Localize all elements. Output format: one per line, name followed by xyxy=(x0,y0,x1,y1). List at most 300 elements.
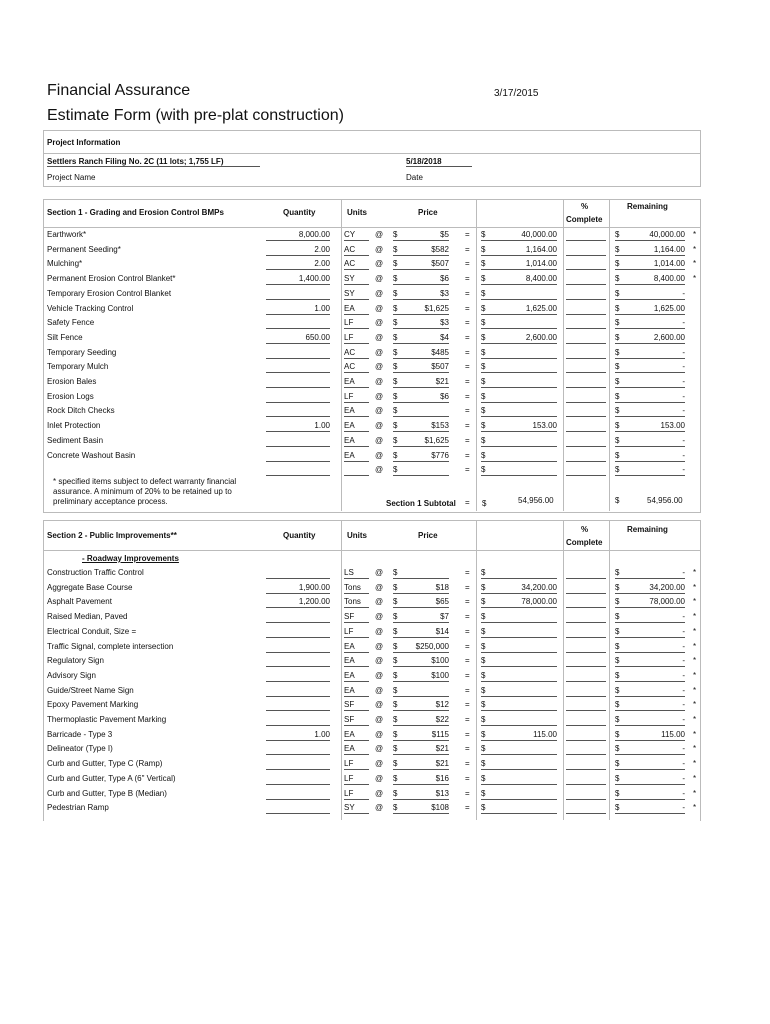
equals-symbol: = xyxy=(465,744,470,754)
remaining-field: - xyxy=(615,348,685,359)
section2-row xyxy=(43,595,700,610)
price-dollar: $ xyxy=(393,465,398,475)
item-label: Curb and Gutter, Type B (Median) xyxy=(47,788,167,798)
total-field xyxy=(481,289,557,300)
unit-field[interactable]: AC xyxy=(344,259,369,270)
quantity-field[interactable]: 1,900.00 xyxy=(266,583,330,594)
section1-col-pct: % xyxy=(581,202,589,211)
unit-field[interactable]: CY xyxy=(344,230,369,241)
item-label: Permanent Seeding* xyxy=(47,244,121,254)
remaining-dollar: $ xyxy=(615,626,620,636)
at-symbol: @ xyxy=(375,626,384,636)
equals-symbol: = xyxy=(465,465,470,475)
item-label: Aggregate Base Course xyxy=(47,582,133,592)
unit-field[interactable]: Tons xyxy=(344,583,369,594)
unit-field[interactable]: EA xyxy=(344,304,369,315)
unit-field[interactable]: LF xyxy=(344,318,369,329)
at-symbol: @ xyxy=(375,421,384,431)
pct-complete-field[interactable] xyxy=(566,465,606,476)
unit-field[interactable]: SY xyxy=(344,274,369,285)
section2-row xyxy=(43,610,700,625)
quantity-field[interactable] xyxy=(266,671,330,682)
section2-subhead: - Roadway Improvements xyxy=(82,554,179,563)
section2-col-quantity: Quantity xyxy=(283,531,316,540)
remaining-field: 153.00 xyxy=(615,421,685,432)
at-symbol: @ xyxy=(375,715,384,724)
at-symbol: @ xyxy=(375,597,384,607)
quantity-field[interactable] xyxy=(266,289,330,300)
equals-symbol: = xyxy=(465,391,470,401)
total-dollar: $ xyxy=(481,347,486,357)
price-field[interactable]: $100 xyxy=(393,671,449,682)
section1-row xyxy=(43,257,700,272)
remaining-field: 78,000.00 xyxy=(615,597,685,608)
price-field[interactable]: $6 xyxy=(393,392,449,403)
unit-field[interactable]: EA xyxy=(344,744,369,755)
price-field[interactable]: $22 xyxy=(393,715,449,726)
total-dollar: $ xyxy=(481,318,486,328)
total-dollar: $ xyxy=(481,406,486,416)
price-field[interactable]: $108 xyxy=(393,803,449,814)
item-label: Regulatory Sign xyxy=(47,656,104,666)
at-symbol: @ xyxy=(375,406,384,416)
pct-complete-field[interactable] xyxy=(566,421,606,432)
at-symbol: @ xyxy=(375,362,384,372)
pct-complete-field[interactable] xyxy=(566,333,606,344)
price-field[interactable]: $5 xyxy=(393,230,449,241)
at-symbol: @ xyxy=(375,274,384,284)
unit-field[interactable]: SY xyxy=(344,803,369,814)
quantity-field[interactable]: 650.00 xyxy=(266,333,330,344)
total-dollar: $ xyxy=(481,230,486,239)
total-dollar: $ xyxy=(481,377,486,386)
total-dollar: $ xyxy=(481,759,486,769)
price-field[interactable]: $65 xyxy=(393,597,449,608)
total-field xyxy=(481,392,557,403)
price-dollar: $ xyxy=(393,259,398,269)
total-field: 1,625.00 xyxy=(481,304,557,315)
warranty-star: * xyxy=(693,612,697,622)
pct-complete-field[interactable] xyxy=(566,304,606,315)
quantity-field[interactable] xyxy=(266,568,330,579)
section2-title: Section 2 - Public Improvements** xyxy=(47,531,177,540)
remaining-dollar: $ xyxy=(615,377,620,386)
unit-field[interactable]: EA xyxy=(344,730,369,741)
section2-row xyxy=(43,581,700,596)
price-field[interactable]: $100 xyxy=(393,656,449,667)
unit-field[interactable]: LF xyxy=(344,333,369,344)
section1-row xyxy=(43,375,700,390)
equals-symbol: = xyxy=(465,450,470,460)
unit-field[interactable]: EA xyxy=(344,686,369,697)
price-dollar: $ xyxy=(393,332,398,342)
at-symbol: @ xyxy=(375,288,384,298)
item-label: Temporary Mulch xyxy=(47,362,109,372)
total-field: 1,014.00 xyxy=(481,259,557,270)
remaining-dollar: $ xyxy=(615,744,620,754)
section1-row xyxy=(43,360,700,375)
total-dollar: $ xyxy=(481,274,486,284)
section1-subtotal-rem-dollar: $ xyxy=(615,496,620,505)
section1-row xyxy=(43,434,700,449)
unit-field[interactable]: LF xyxy=(344,789,369,800)
total-dollar: $ xyxy=(481,670,486,680)
remaining-field: - xyxy=(615,612,685,623)
pct-complete-field[interactable] xyxy=(566,700,606,711)
unit-field[interactable]: LF xyxy=(344,774,369,785)
unit-field[interactable]: SF xyxy=(344,715,369,726)
section1-col-quantity: Quantity xyxy=(283,208,316,217)
total-field xyxy=(481,656,557,667)
at-symbol: @ xyxy=(375,803,384,813)
quantity-field[interactable] xyxy=(266,642,330,653)
quantity-field[interactable] xyxy=(266,318,330,329)
pct-complete-field[interactable] xyxy=(566,744,606,755)
unit-field[interactable]: LF xyxy=(344,627,369,638)
remaining-field: - xyxy=(615,686,685,697)
item-label: Erosion Logs xyxy=(47,391,94,401)
price-dollar: $ xyxy=(393,582,398,592)
price-dollar: $ xyxy=(393,406,398,416)
remaining-dollar: $ xyxy=(615,244,620,254)
section1-col-complete: Complete xyxy=(566,215,603,224)
pct-complete-field[interactable] xyxy=(566,642,606,653)
price-dollar: $ xyxy=(393,685,398,695)
equals-symbol: = xyxy=(465,626,470,636)
total-field xyxy=(481,789,557,800)
remaining-field: - xyxy=(615,627,685,638)
remaining-dollar: $ xyxy=(615,773,620,783)
price-dollar: $ xyxy=(393,274,398,284)
unit-field[interactable]: SY xyxy=(344,289,369,300)
total-dollar: $ xyxy=(481,244,486,254)
quantity-field[interactable]: 1,200.00 xyxy=(266,597,330,608)
unit-field[interactable]: EA xyxy=(344,451,369,462)
pct-complete-field[interactable] xyxy=(566,568,606,579)
form-subtitle: Estimate Form (with pre-plat construction) xyxy=(47,107,344,124)
pct-complete-field[interactable] xyxy=(566,583,606,594)
total-field: 8,400.00 xyxy=(481,274,557,285)
total-dollar: $ xyxy=(481,744,486,754)
remaining-dollar: $ xyxy=(615,406,620,416)
unit-field[interactable]: LS xyxy=(344,568,369,579)
total-field xyxy=(481,627,557,638)
total-field: 40,000.00 xyxy=(481,230,557,241)
price-field[interactable]: $18 xyxy=(393,583,449,594)
price-field[interactable] xyxy=(393,568,449,579)
quantity-field[interactable] xyxy=(266,465,330,476)
price-field[interactable]: $582 xyxy=(393,245,449,256)
remaining-field: - xyxy=(615,377,685,388)
item-label: Guide/Street Name Sign xyxy=(47,685,134,695)
total-dollar: $ xyxy=(481,700,486,710)
price-field[interactable]: $153 xyxy=(393,421,449,432)
remaining-dollar: $ xyxy=(615,759,620,769)
quantity-field[interactable] xyxy=(266,744,330,755)
quantity-field[interactable] xyxy=(266,612,330,623)
pct-complete-field[interactable] xyxy=(566,377,606,388)
remaining-field: - xyxy=(615,715,685,726)
item-label: Raised Median, Paved xyxy=(47,612,128,622)
total-field xyxy=(481,715,557,726)
equals-symbol: = xyxy=(465,244,470,254)
unit-field[interactable]: EA xyxy=(344,436,369,447)
total-field xyxy=(481,612,557,623)
remaining-dollar: $ xyxy=(615,670,620,680)
quantity-field[interactable]: 8,000.00 xyxy=(266,230,330,241)
section2-col-remaining: Remaining xyxy=(627,525,668,534)
price-field[interactable]: $3 xyxy=(393,318,449,329)
quantity-field[interactable]: 1.00 xyxy=(266,730,330,741)
pct-complete-field[interactable] xyxy=(566,245,606,256)
item-label: Mulching* xyxy=(47,259,83,269)
pct-complete-field[interactable] xyxy=(566,715,606,726)
pct-complete-field[interactable] xyxy=(566,730,606,741)
pct-complete-field[interactable] xyxy=(566,597,606,608)
pct-complete-field[interactable] xyxy=(566,362,606,373)
price-field[interactable]: $6 xyxy=(393,274,449,285)
equals-symbol: = xyxy=(465,612,470,622)
quantity-field[interactable]: 1.00 xyxy=(266,304,330,315)
quantity-field[interactable]: 2.00 xyxy=(266,245,330,256)
unit-field[interactable]: LF xyxy=(344,759,369,770)
section1-row xyxy=(43,346,700,361)
pct-complete-field[interactable] xyxy=(566,392,606,403)
quantity-field[interactable] xyxy=(266,362,330,373)
pct-complete-field[interactable] xyxy=(566,656,606,667)
remaining-field: - xyxy=(615,406,685,417)
price-field[interactable]: $3 xyxy=(393,289,449,300)
pct-complete-field[interactable] xyxy=(566,774,606,785)
unit-field[interactable]: AC xyxy=(344,348,369,359)
warranty-star: * xyxy=(693,715,697,724)
remaining-dollar: $ xyxy=(615,729,620,739)
price-field[interactable] xyxy=(393,406,449,417)
pct-complete-field[interactable] xyxy=(566,803,606,814)
unit-field[interactable] xyxy=(344,465,369,476)
quantity-field[interactable] xyxy=(266,774,330,785)
pct-complete-field[interactable] xyxy=(566,259,606,270)
quantity-field[interactable] xyxy=(266,627,330,638)
unit-field[interactable]: EA xyxy=(344,656,369,667)
price-field[interactable]: $507 xyxy=(393,362,449,373)
unit-field[interactable]: Tons xyxy=(344,597,369,608)
quantity-field[interactable] xyxy=(266,700,330,711)
pct-complete-field[interactable] xyxy=(566,289,606,300)
remaining-field: - xyxy=(615,656,685,667)
equals-symbol: = xyxy=(465,303,470,313)
quantity-field[interactable] xyxy=(266,656,330,667)
price-field[interactable]: $1,625 xyxy=(393,436,449,447)
quantity-field[interactable] xyxy=(266,348,330,359)
pct-complete-field[interactable] xyxy=(566,451,606,462)
price-field[interactable]: $21 xyxy=(393,744,449,755)
price-field[interactable] xyxy=(393,686,449,697)
pct-complete-field[interactable] xyxy=(566,759,606,770)
price-dollar: $ xyxy=(393,612,398,622)
quantity-field[interactable] xyxy=(266,789,330,800)
item-label: Sediment Basin xyxy=(47,435,104,445)
pct-complete-field[interactable] xyxy=(566,318,606,329)
remaining-field: - xyxy=(615,744,685,755)
remaining-dollar: $ xyxy=(615,230,620,239)
remaining-dollar: $ xyxy=(615,788,620,798)
total-dollar: $ xyxy=(481,288,486,298)
total-dollar: $ xyxy=(481,362,486,372)
price-dollar: $ xyxy=(393,803,398,813)
form-date: 3/17/2015 xyxy=(494,88,539,99)
item-label: Concrete Washout Basin xyxy=(47,450,136,460)
quantity-field[interactable] xyxy=(266,406,330,417)
price-dollar: $ xyxy=(393,377,398,386)
equals-symbol: = xyxy=(465,641,470,651)
item-label: Silt Fence xyxy=(47,332,83,342)
at-symbol: @ xyxy=(375,700,384,710)
price-field[interactable]: $13 xyxy=(393,789,449,800)
section1-note: * specified items subject to defect warranty financial assurance. A minimum of 20% to be retained up to preliminary acceptance process. xyxy=(53,477,237,506)
project-name-value[interactable]: Settlers Ranch Filing No. 2C (11 lots; 1,755 LF) xyxy=(47,157,260,167)
unit-field[interactable]: EA xyxy=(344,377,369,388)
project-date-label: Date xyxy=(406,173,423,182)
remaining-field: - xyxy=(615,465,685,476)
price-field[interactable]: $7 xyxy=(393,612,449,623)
warranty-star: * xyxy=(693,803,697,813)
quantity-field[interactable] xyxy=(266,759,330,770)
price-field[interactable] xyxy=(393,465,449,476)
price-field[interactable]: $250,000 xyxy=(393,642,449,653)
at-symbol: @ xyxy=(375,377,384,386)
remaining-field: 34,200.00 xyxy=(615,583,685,594)
unit-field[interactable]: SF xyxy=(344,700,369,711)
price-field[interactable]: $16 xyxy=(393,774,449,785)
pct-complete-field[interactable] xyxy=(566,671,606,682)
at-symbol: @ xyxy=(375,582,384,592)
equals-symbol: = xyxy=(465,362,470,372)
unit-field[interactable]: EA xyxy=(344,406,369,417)
quantity-field[interactable] xyxy=(266,377,330,388)
pct-complete-field[interactable] xyxy=(566,686,606,697)
price-dollar: $ xyxy=(393,773,398,783)
at-symbol: @ xyxy=(375,685,384,695)
equals-symbol: = xyxy=(465,759,470,769)
total-field xyxy=(481,803,557,814)
item-label: Construction Traffic Control xyxy=(47,568,144,577)
pct-complete-field[interactable] xyxy=(566,274,606,285)
equals-symbol: = xyxy=(465,803,470,813)
section2-row xyxy=(43,698,700,713)
remaining-dollar: $ xyxy=(615,715,620,724)
warranty-star: * xyxy=(693,656,697,666)
pct-complete-field[interactable] xyxy=(566,789,606,800)
price-field[interactable]: $485 xyxy=(393,348,449,359)
section1-subtotal-dollar: $ xyxy=(482,499,487,508)
price-field[interactable]: $1,625 xyxy=(393,304,449,315)
total-field xyxy=(481,406,557,417)
price-field[interactable]: $21 xyxy=(393,759,449,770)
price-field[interactable]: $776 xyxy=(393,451,449,462)
remaining-dollar: $ xyxy=(615,700,620,710)
unit-field[interactable]: EA xyxy=(344,671,369,682)
remaining-dollar: $ xyxy=(615,597,620,607)
total-dollar: $ xyxy=(481,421,486,431)
total-field: 1,164.00 xyxy=(481,245,557,256)
price-field[interactable]: $12 xyxy=(393,700,449,711)
pct-complete-field[interactable] xyxy=(566,612,606,623)
section1-row xyxy=(43,419,700,434)
section1-row xyxy=(43,463,700,478)
unit-field[interactable]: AC xyxy=(344,245,369,256)
total-dollar: $ xyxy=(481,626,486,636)
equals-symbol: = xyxy=(465,729,470,739)
quantity-field[interactable]: 1,400.00 xyxy=(266,274,330,285)
total-field xyxy=(481,744,557,755)
remaining-dollar: $ xyxy=(615,685,620,695)
unit-field[interactable]: EA xyxy=(344,421,369,432)
equals-symbol: = xyxy=(465,568,470,577)
remaining-field: - xyxy=(615,289,685,300)
total-field xyxy=(481,318,557,329)
warranty-star: * xyxy=(693,568,697,577)
remaining-dollar: $ xyxy=(615,582,620,592)
unit-field[interactable]: LF xyxy=(344,392,369,403)
total-field: 78,000.00 xyxy=(481,597,557,608)
at-symbol: @ xyxy=(375,244,384,254)
quantity-field[interactable] xyxy=(266,686,330,697)
unit-field[interactable]: AC xyxy=(344,362,369,373)
price-dollar: $ xyxy=(393,700,398,710)
pct-complete-field[interactable] xyxy=(566,627,606,638)
price-dollar: $ xyxy=(393,244,398,254)
warranty-star: * xyxy=(693,685,697,695)
quantity-field[interactable] xyxy=(266,392,330,403)
price-dollar: $ xyxy=(393,759,398,769)
total-dollar: $ xyxy=(481,641,486,651)
pct-complete-field[interactable] xyxy=(566,436,606,447)
quantity-field[interactable] xyxy=(266,803,330,814)
total-field xyxy=(481,568,557,579)
section2-row xyxy=(43,728,700,743)
price-field[interactable]: $4 xyxy=(393,333,449,344)
remaining-dollar: $ xyxy=(615,259,620,269)
price-field[interactable]: $115 xyxy=(393,730,449,741)
section2-row xyxy=(43,787,700,802)
remaining-dollar: $ xyxy=(615,391,620,401)
equals-symbol: = xyxy=(465,406,470,416)
quantity-field[interactable]: 2.00 xyxy=(266,259,330,270)
quantity-field[interactable] xyxy=(266,715,330,726)
price-dollar: $ xyxy=(393,318,398,328)
quantity-field[interactable]: 1.00 xyxy=(266,421,330,432)
remaining-dollar: $ xyxy=(615,288,620,298)
equals-symbol: = xyxy=(465,597,470,607)
total-field xyxy=(481,774,557,785)
price-field[interactable]: $14 xyxy=(393,627,449,638)
total-dollar: $ xyxy=(481,612,486,622)
price-dollar: $ xyxy=(393,597,398,607)
project-date-value[interactable]: 5/18/2018 xyxy=(406,157,472,167)
pct-complete-field[interactable] xyxy=(566,230,606,241)
pct-complete-field[interactable] xyxy=(566,406,606,417)
quantity-field[interactable] xyxy=(266,436,330,447)
unit-field[interactable]: SF xyxy=(344,612,369,623)
price-field[interactable]: $21 xyxy=(393,377,449,388)
quantity-field[interactable] xyxy=(266,451,330,462)
price-field[interactable]: $507 xyxy=(393,259,449,270)
remaining-field: 1,014.00 xyxy=(615,259,685,270)
pct-complete-field[interactable] xyxy=(566,348,606,359)
equals-symbol: = xyxy=(465,700,470,710)
unit-field[interactable]: EA xyxy=(344,642,369,653)
